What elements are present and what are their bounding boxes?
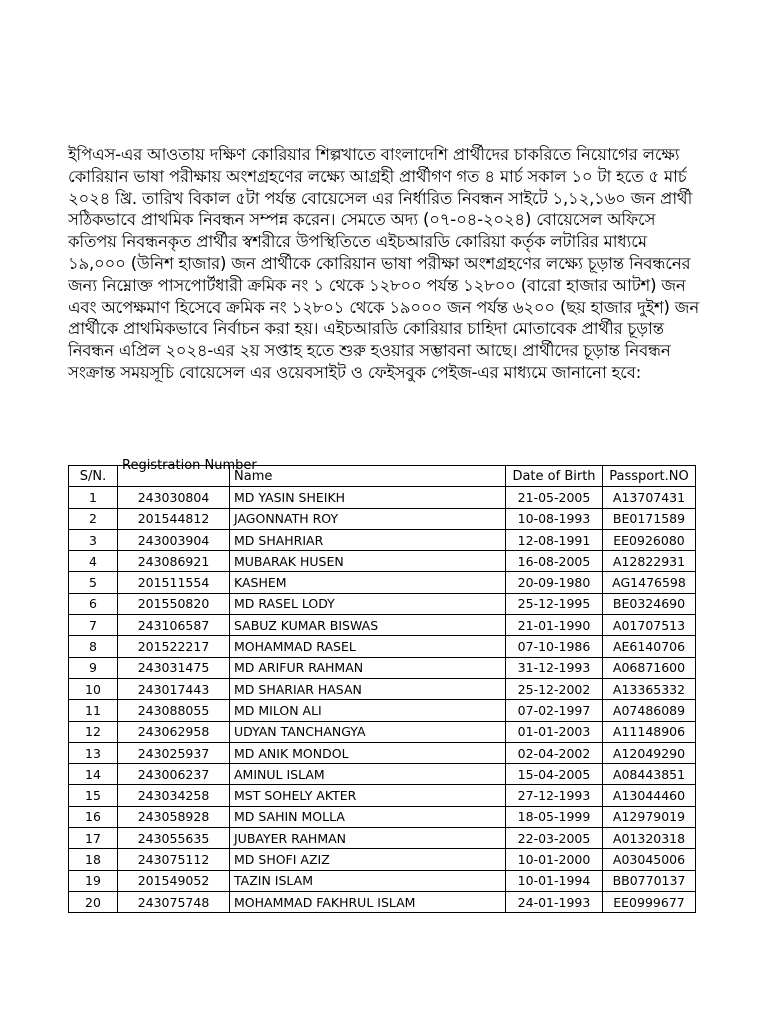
table-row xyxy=(69,615,696,636)
cell-name: MD MILON ALI xyxy=(230,700,506,721)
cell-name: MD SHAHRIAR xyxy=(230,529,506,550)
cell-name: JAGONNATH ROY xyxy=(230,508,506,529)
cell-registration: 201544812 xyxy=(118,508,230,529)
cell-registration: 243075748 xyxy=(118,891,230,912)
table-row xyxy=(69,529,696,550)
cell-dob: 07-10-1986 xyxy=(506,636,603,657)
cell-name: MD ARIFUR RAHMAN xyxy=(230,657,506,678)
cell-dob: 24-01-1993 xyxy=(506,891,603,912)
cell-passport: A12049290 xyxy=(603,742,696,763)
cell-name: UDYAN TANCHANGYA xyxy=(230,721,506,742)
cell-registration: 243075112 xyxy=(118,849,230,870)
cell-sn: 8 xyxy=(69,636,118,657)
header-passport: Passport.NO xyxy=(603,466,696,487)
cell-dob: 22-03-2005 xyxy=(506,828,603,849)
cell-name: MUBARAK HUSEN xyxy=(230,551,506,572)
cell-sn: 17 xyxy=(69,828,118,849)
cell-passport: A06871600 xyxy=(603,657,696,678)
cell-name: MOHAMMAD RASEL xyxy=(230,636,506,657)
cell-sn: 14 xyxy=(69,764,118,785)
cell-passport: BE0171589 xyxy=(603,508,696,529)
table-row xyxy=(69,764,696,785)
cell-passport: AG1476598 xyxy=(603,572,696,593)
header-name: Name xyxy=(230,466,506,487)
cell-registration: 243062958 xyxy=(118,721,230,742)
cell-dob: 18-05-1999 xyxy=(506,806,603,827)
cell-passport: A12822931 xyxy=(603,551,696,572)
cell-sn: 15 xyxy=(69,785,118,806)
cell-registration: 243006237 xyxy=(118,764,230,785)
table-row xyxy=(69,508,696,529)
cell-sn: 5 xyxy=(69,572,118,593)
cell-name: MD SHOFI AZIZ xyxy=(230,849,506,870)
table-row xyxy=(69,572,696,593)
table-row xyxy=(69,678,696,699)
cell-passport: A03045006 xyxy=(603,849,696,870)
table-row xyxy=(69,551,696,572)
candidate-table xyxy=(68,458,696,913)
table-row xyxy=(69,785,696,806)
table-row xyxy=(69,636,696,657)
cell-registration: 243058928 xyxy=(118,806,230,827)
cell-dob: 16-08-2005 xyxy=(506,551,603,572)
cell-dob: 21-05-2005 xyxy=(506,487,603,508)
cell-sn: 16 xyxy=(69,806,118,827)
table-row xyxy=(69,806,696,827)
header-registration-label: Registration Number xyxy=(122,458,257,473)
cell-name: SABUZ KUMAR BISWAS xyxy=(230,615,506,636)
cell-dob: 10-08-1993 xyxy=(506,508,603,529)
cell-dob: 10-01-1994 xyxy=(506,870,603,891)
cell-dob: 15-04-2005 xyxy=(506,764,603,785)
cell-registration: 201549052 xyxy=(118,870,230,891)
cell-sn: 3 xyxy=(69,529,118,550)
cell-sn: 10 xyxy=(69,678,118,699)
cell-registration: 243034258 xyxy=(118,785,230,806)
table-row xyxy=(69,700,696,721)
cell-name: MD SHARIAR HASAN xyxy=(230,678,506,699)
cell-registration: 243086921 xyxy=(118,551,230,572)
cell-dob: 25-12-2002 xyxy=(506,678,603,699)
cell-sn: 2 xyxy=(69,508,118,529)
cell-name: KASHEM xyxy=(230,572,506,593)
table-row xyxy=(69,742,696,763)
cell-name: JUBAYER RAHMAN xyxy=(230,828,506,849)
cell-passport: BE0324690 xyxy=(603,593,696,614)
cell-name: MD ANIK MONDOL xyxy=(230,742,506,763)
cell-registration: 201522217 xyxy=(118,636,230,657)
cell-passport: A08443851 xyxy=(603,764,696,785)
cell-registration: 243031475 xyxy=(118,657,230,678)
cell-registration: 201511554 xyxy=(118,572,230,593)
cell-registration: 243017443 xyxy=(118,678,230,699)
table-row xyxy=(69,487,696,508)
cell-dob: 25-12-1995 xyxy=(506,593,603,614)
table-row xyxy=(69,593,696,614)
table-row xyxy=(69,891,696,912)
cell-passport: EE0926080 xyxy=(603,529,696,550)
cell-dob: 01-01-2003 xyxy=(506,721,603,742)
table-body xyxy=(69,487,696,913)
cell-sn: 20 xyxy=(69,891,118,912)
cell-dob: 02-04-2002 xyxy=(506,742,603,763)
cell-name: TAZIN ISLAM xyxy=(230,870,506,891)
table-row xyxy=(69,870,696,891)
cell-dob: 21-01-1990 xyxy=(506,615,603,636)
header-dob: Date of Birth xyxy=(506,466,603,487)
cell-sn: 9 xyxy=(69,657,118,678)
cell-sn: 11 xyxy=(69,700,118,721)
cell-passport: A12979019 xyxy=(603,806,696,827)
cell-sn: 12 xyxy=(69,721,118,742)
cell-registration: 243030804 xyxy=(118,487,230,508)
cell-registration: 243003904 xyxy=(118,529,230,550)
cell-name: MST SOHELY AKTER xyxy=(230,785,506,806)
table-row xyxy=(69,657,696,678)
cell-sn: 7 xyxy=(69,615,118,636)
cell-name: AMINUL ISLAM xyxy=(230,764,506,785)
cell-passport: A11148906 xyxy=(603,721,696,742)
cell-sn: 19 xyxy=(69,870,118,891)
cell-registration: 243025937 xyxy=(118,742,230,763)
cell-dob: 31-12-1993 xyxy=(506,657,603,678)
cell-name: MOHAMMAD FAKHRUL ISLAM xyxy=(230,891,506,912)
cell-sn: 4 xyxy=(69,551,118,572)
cell-passport: AE6140706 xyxy=(603,636,696,657)
table-header-row xyxy=(69,466,696,487)
cell-passport: A13044460 xyxy=(603,785,696,806)
cell-passport: A01707513 xyxy=(603,615,696,636)
cell-dob: 20-09-1980 xyxy=(506,572,603,593)
cell-dob: 12-08-1991 xyxy=(506,529,603,550)
header-sn: S/N. xyxy=(69,466,118,487)
cell-passport: EE0999677 xyxy=(603,891,696,912)
cell-name: MD SAHIN MOLLA xyxy=(230,806,506,827)
cell-dob: 27-12-1993 xyxy=(506,785,603,806)
cell-passport: BB0770137 xyxy=(603,870,696,891)
cell-passport: A13707431 xyxy=(603,487,696,508)
notice-paragraph: ইপিএস-এর আওতায় দক্ষিণ কোরিয়ার শিল্পখাতে বাংলাদেশি প্রার্থীদের চাকরিতে নিয়োগের লক্ষ্যে কোরিয়ান ভাষা পরীক্ষায় অংশগ্রহণের লক্ষ্যে আগ্রহী প্রার্থীগণ গত ৪ মার্চ সকাল ১০ টা হতে ৫ মার্চ ২০২৪ খ্রি. তারিখ বিকাল ৫টা পর্যন্ত বোয়েসেল এর নির্ধারিত নিবন্ধন সাইটে ১,১২,১৬০ জন প্রার্থী সঠিকভাবে প্রাথমিক নিবন্ধন সম্পন্ন করেন। সেমতে অদ্য (০৭-০৪-২০২৪) বোয়েসেল অফিসে কতিপয় নিবন্ধনকৃত প্রার্থীর স্বশরীরে উপস্থিতিতে এইচআরডি কোরিয়া কর্তৃক লটারির মাধ্যমে ১৯,০০০ (উনিশ হাজার) জন প্রার্থীকে কোরিয়ান ভাষা পরীক্ষা অংশগ্রহণের লক্ষ্যে চূড়ান্ত নিবন্ধনের জন্য নিম্নোক্ত পাসপোর্টধারী ক্রমিক নং ১ থেকে ১২৮০০ পর্যন্ত ১২৮০০ (বারো হাজার আটশ) জন এবং অপেক্ষমাণ হিসেবে ক্রমিক নং ১২৮০১ থেকে ১৯০০০ জন পর্যন্ত ৬২০০ (ছয় হাজার দুইশ) জন প্রার্থীকে প্রাথমিকভাবে নির্বাচন করা হয়। এইচআরডি কোরিয়ার চাহিদা মোতাবেক প্রার্থীর চূড়ান্ত নিবন্ধন এপ্রিল ২০২৪-এর ২য় সপ্তাহ হতে শুরু হওয়ার সম্ভাবনা আছে। প্রার্থীদের চূড়ান্ত নিবন্ধন সংক্রান্ত সময়সূচি বোয়েসেল এর ওয়েবসাইট ও ফেইসবুক পেইজ-এর মাধ্যমে জানানো হবে: xyxy=(68,145,700,382)
cell-passport: A07486089 xyxy=(603,700,696,721)
cell-sn: 13 xyxy=(69,742,118,763)
table-row xyxy=(69,828,696,849)
cell-registration: 243106587 xyxy=(118,615,230,636)
cell-registration: 243055635 xyxy=(118,828,230,849)
cell-sn: 18 xyxy=(69,849,118,870)
cell-dob: 07-02-1997 xyxy=(506,700,603,721)
cell-registration: 201550820 xyxy=(118,593,230,614)
table-row xyxy=(69,721,696,742)
cell-name: MD YASIN SHEIKH xyxy=(230,487,506,508)
cell-passport: A13365332 xyxy=(603,678,696,699)
cell-registration: 243088055 xyxy=(118,700,230,721)
cell-sn: 1 xyxy=(69,487,118,508)
cell-sn: 6 xyxy=(69,593,118,614)
cell-name: MD RASEL LODY xyxy=(230,593,506,614)
cell-dob: 10-01-2000 xyxy=(506,849,603,870)
cell-passport: A01320318 xyxy=(603,828,696,849)
table-row xyxy=(69,849,696,870)
